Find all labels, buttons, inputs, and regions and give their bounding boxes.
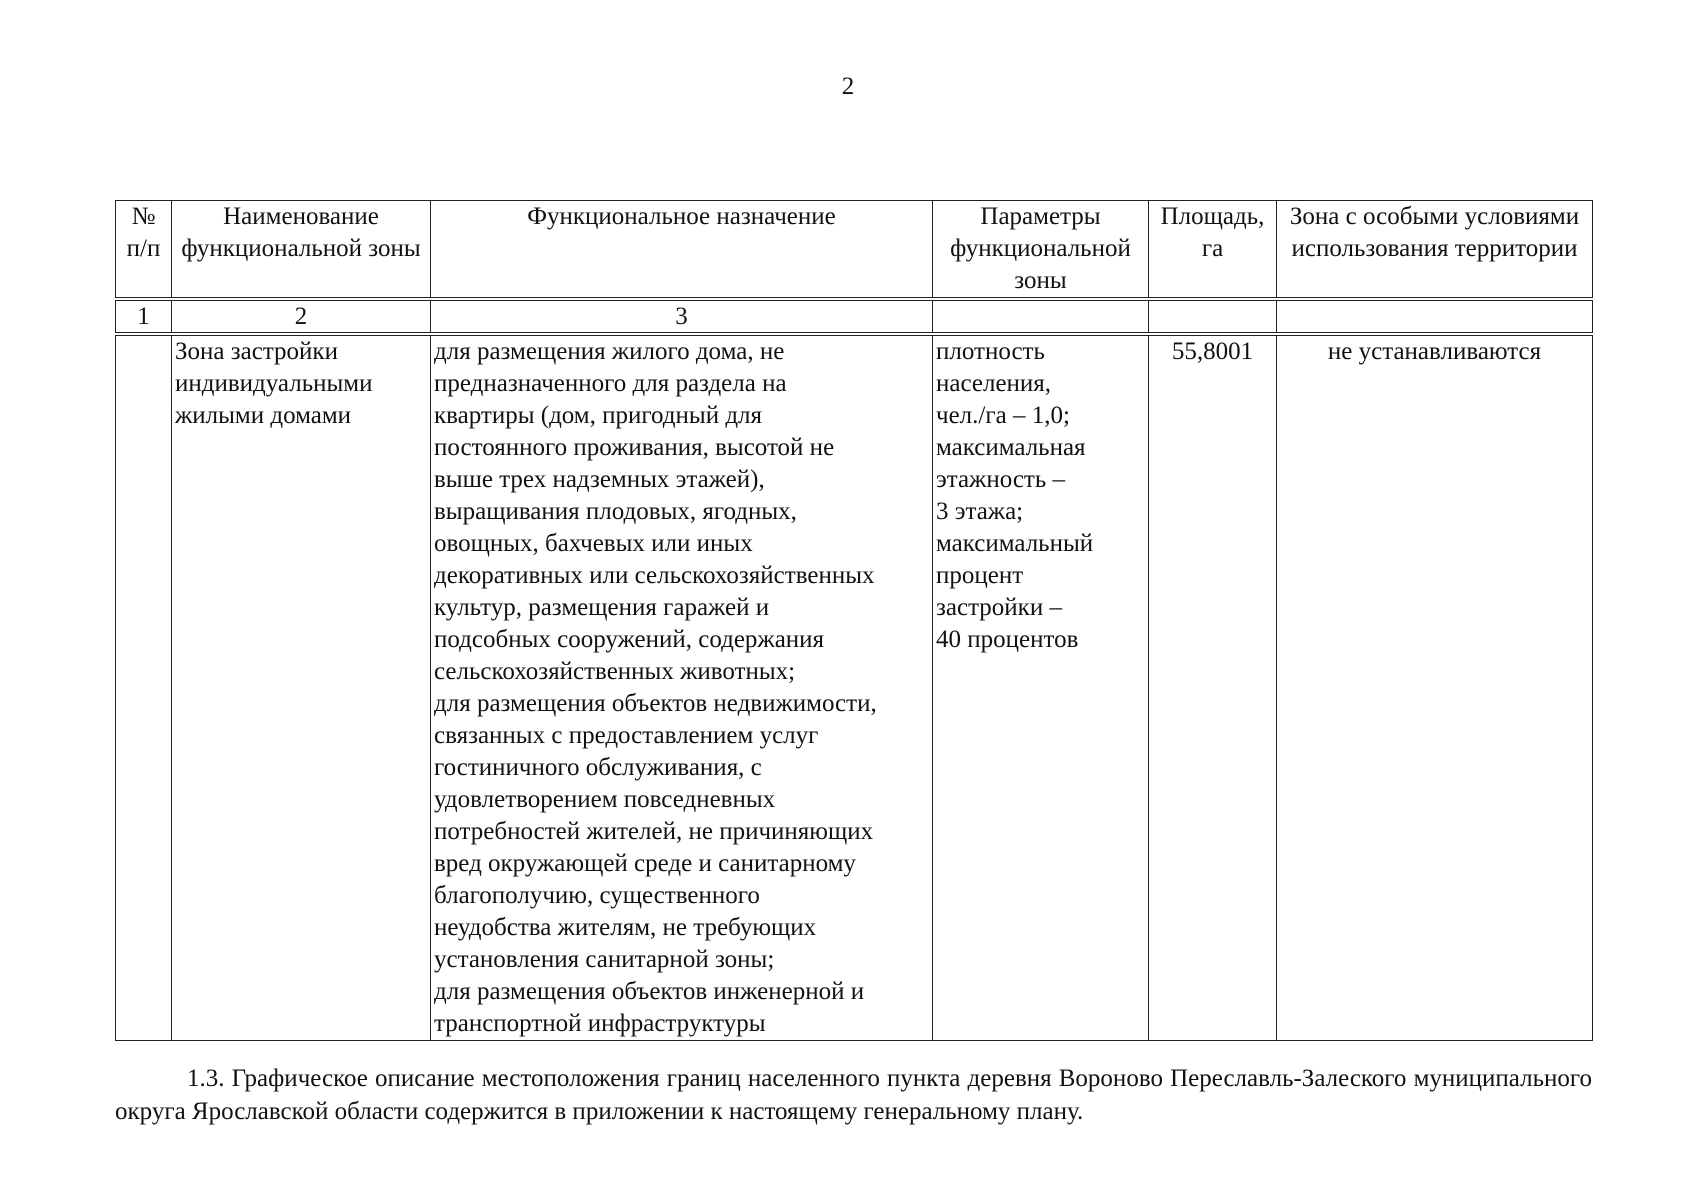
purpose-line: предназначенного для раздела на: [434, 370, 787, 397]
header-special-zone: Зона с особыми условиями использования территории: [1277, 201, 1593, 300]
zone-name-cell: Зона застройки индивидуальными жилыми домами: [172, 334, 431, 1041]
params-line: максимальный: [936, 530, 1094, 557]
purpose-line: вред окружающей среде и санитарному: [434, 850, 856, 877]
params-line: 40 процентов: [936, 626, 1079, 653]
table-row: [116, 334, 1593, 1041]
purpose-line: установления санитарной зоны;: [434, 946, 775, 973]
area-cell: 55,8001: [1149, 334, 1277, 1041]
header-purpose: Функциональное назначение: [431, 201, 933, 300]
purpose-cell: [431, 334, 933, 1041]
col-num-2: 2: [172, 299, 431, 334]
header-zone-name: Наименование функциональной зоны: [172, 201, 431, 300]
col-num-6: [1277, 299, 1593, 334]
purpose-line: благополучию, существенного: [434, 882, 760, 909]
purpose-line: выше трех надземных этажей),: [434, 466, 765, 493]
params-line: максимальная: [936, 434, 1086, 461]
purpose-line: овощных, бахчевых или иных: [434, 530, 753, 557]
purpose-line: для размещения объектов недвижимости,: [434, 690, 877, 717]
purpose-line: гостиничного обслуживания, с: [434, 754, 762, 781]
purpose-line: декоративных или сельскохозяйственных: [434, 562, 875, 589]
params-line: плотность: [936, 338, 1045, 365]
purpose-line: для размещения объектов инженерной и: [434, 978, 865, 1005]
column-numbering-row: [116, 299, 1593, 334]
row-number: [116, 334, 172, 1041]
purpose-line: сельскохозяйственных животных;: [434, 658, 796, 685]
special-zone-cell: не устанавливаются: [1277, 334, 1593, 1041]
purpose-line: подсобных сооружений, содержания: [434, 626, 825, 653]
col-num-3: 3: [431, 299, 933, 334]
purpose-line: выращивания плодовых, ягодных,: [434, 498, 797, 525]
params-line: процент: [936, 562, 1024, 589]
col-num-5: [1149, 299, 1277, 334]
purpose-line: потребностей жителей, не причиняющих: [434, 818, 874, 845]
purpose-line: квартиры (дом, пригодный для: [434, 402, 763, 429]
purpose-line: транспортной инфраструктуры: [434, 1010, 766, 1037]
header-number: № п/п: [116, 201, 172, 300]
zones-table: [115, 200, 1593, 1041]
params-line: чел./га – 1,0;: [936, 402, 1070, 429]
purpose-line: удовлетворением повседневных: [434, 786, 776, 813]
params-line: застройки –: [936, 594, 1062, 621]
purpose-line: постоянного проживания, высотой не: [434, 434, 835, 461]
purpose-line: для размещения жилого дома, не: [434, 338, 785, 365]
params-line: 3 этажа;: [936, 498, 1024, 525]
col-num-1: 1: [116, 299, 172, 334]
purpose-line: неудобства жителям, не требующих: [434, 914, 817, 941]
params-line: этажность –: [936, 466, 1066, 493]
params-line: населения,: [936, 370, 1052, 397]
page-number: 2: [841, 73, 855, 100]
footer-paragraph: 1.3. Графическое описание местоположения границ населенного пункта деревня Вороново Переславль-Залеского муниципального округа Ярославской области содержится в приложении к настоящему генеральному плану.: [115, 1065, 1592, 1125]
table-header-row: [116, 201, 1593, 300]
purpose-line: культур, размещения гаражей и: [434, 594, 770, 621]
header-area: Площадь, га: [1149, 201, 1277, 300]
col-num-4: [933, 299, 1149, 334]
header-params: Параметры функциональной зоны: [933, 201, 1149, 300]
params-cell: [933, 334, 1149, 1041]
purpose-line: связанных с предоставлением услуг: [434, 722, 819, 749]
